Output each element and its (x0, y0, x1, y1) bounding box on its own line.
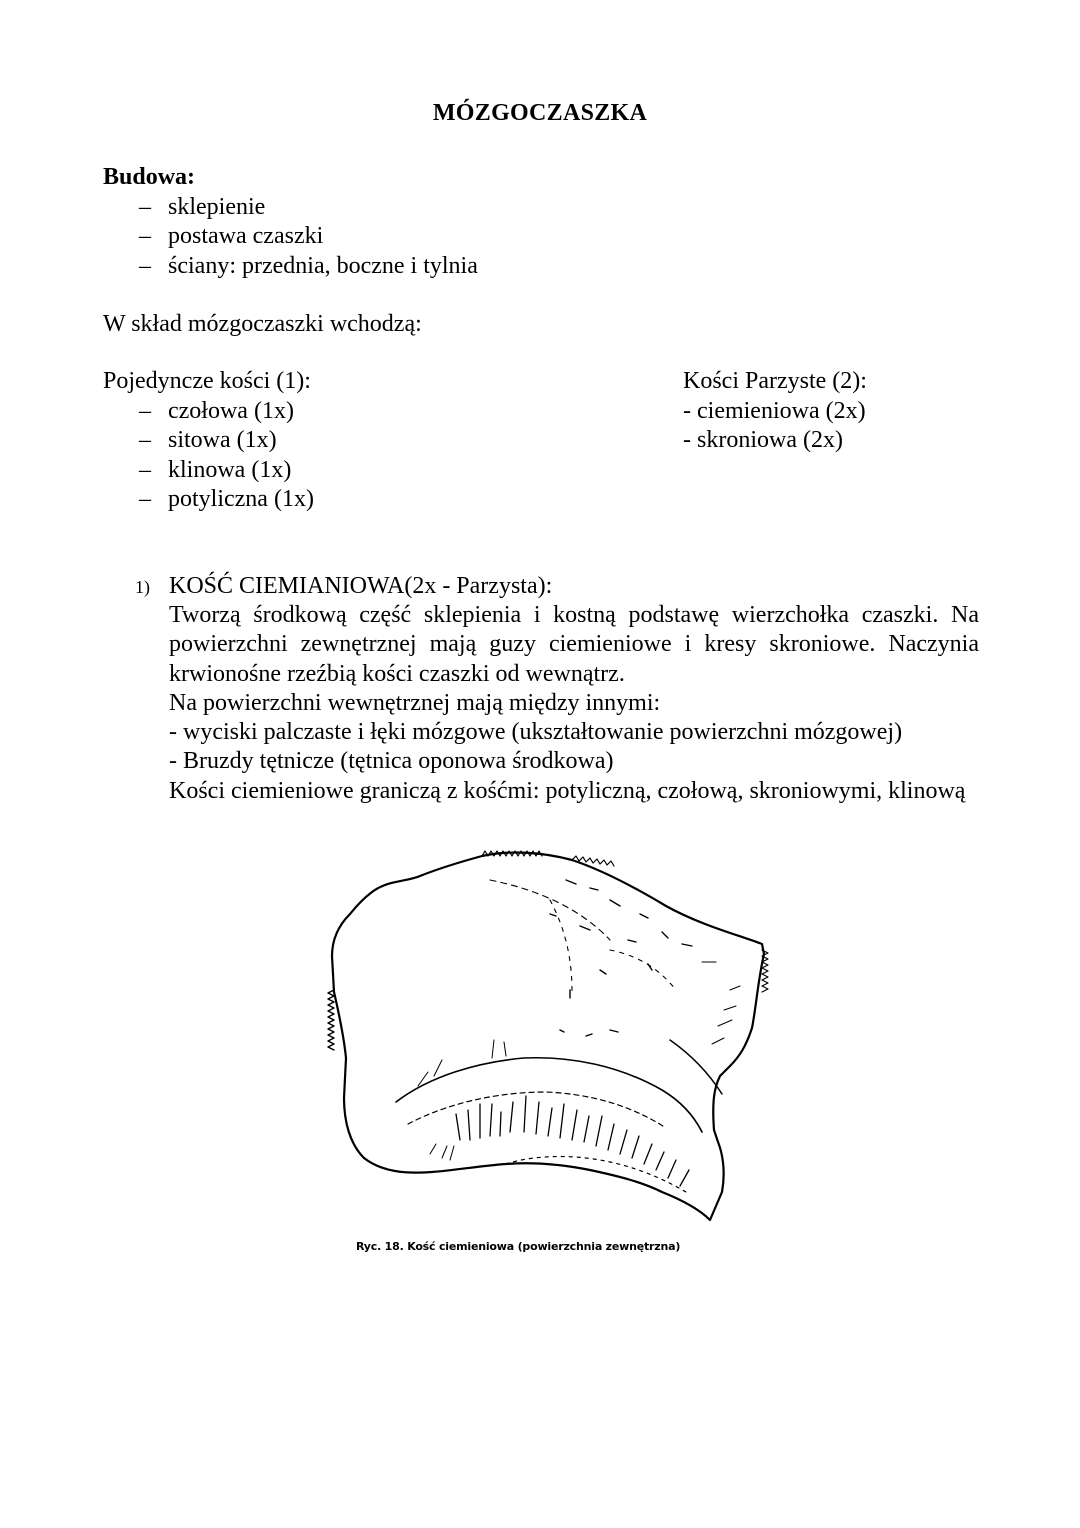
list-item: - wyciski palczaste i łęki mózgowe (ukształtowanie powierzchni mózgowej) (169, 719, 903, 746)
paired-bones-section (683, 367, 867, 456)
single-bones-section (103, 367, 314, 515)
list-item: – klinowa (1x) (103, 456, 314, 486)
section-title: KOŚĆ CIEMIANIOWA(2x - Parzysta): (169, 573, 553, 599)
list-item: - Bruzdy tętnicze (tętnica oponowa środkowa) (169, 748, 614, 775)
list-item: - skroniowa (2x) (683, 427, 843, 453)
list-item: – czołowa (1x) (103, 397, 314, 427)
single-bones-heading: Pojedyncze kości (1): (103, 368, 311, 394)
single-bones-list (103, 397, 314, 515)
intro-text: W skład mózgoczaszki wchodzą: (103, 311, 422, 337)
budowa-heading: Budowa: (103, 164, 196, 190)
section-body (169, 601, 979, 806)
paired-bones-heading: Kości Parzyste (2): (683, 368, 867, 394)
paragraph: Tworzą środkową część sklepienia i kostną podstawę wierzchołka czaszki. Na powierzchni zewnętrznej mają guzy ciemieniowe i kresy skroniowe. Naczynia krwionośne rzeźbią kości czaszki od wewnątrz. (169, 602, 979, 687)
list-item: – postawa czaszki (103, 222, 478, 252)
budowa-section (103, 163, 478, 281)
budowa-list (103, 193, 478, 282)
page-title: MÓZGOCZASZKA (432, 100, 648, 126)
paragraph: Kości ciemieniowe graniczą z kośćmi: potyliczną, czołową, skroniowymi, klinową (169, 777, 966, 804)
section-heading (135, 572, 552, 602)
list-item: – sklepienie (103, 193, 478, 223)
parietal-bone-drawing-icon (310, 840, 780, 1240)
paired-bones-list (683, 397, 867, 456)
section-number: 1) (135, 577, 150, 597)
list-item: – ściany: przednia, boczne i tylnia (103, 252, 478, 282)
list-item: - ciemieniowa (2x) (683, 397, 866, 424)
list-item: – potyliczna (1x) (103, 485, 314, 515)
list-item: – sitowa (1x) (103, 426, 314, 456)
parietal-bone-figure (310, 840, 780, 1240)
figure-caption: Ryc. 18. Kość ciemieniowa (powierzchnia zewnętrzna) (356, 1240, 681, 1253)
paragraph: Na powierzchni wewnętrznej mają między innymi: (169, 689, 661, 716)
